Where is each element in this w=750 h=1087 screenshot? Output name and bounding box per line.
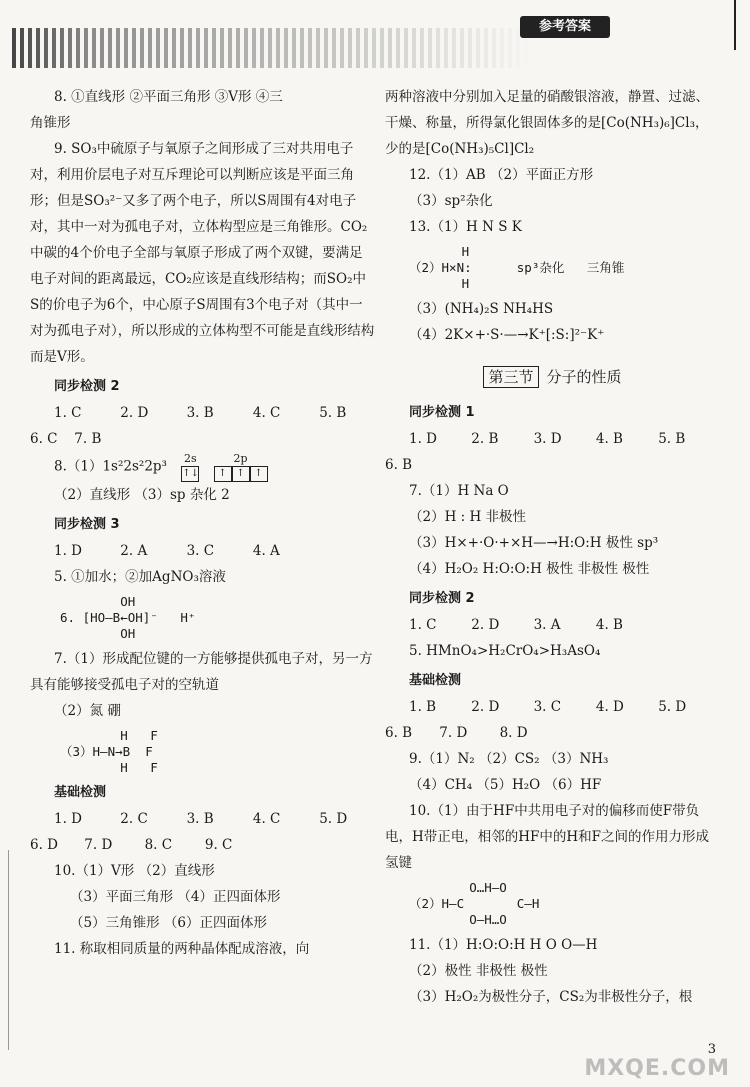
answer-q8-cont: 角锥形: [30, 115, 71, 131]
answer-row: 1. D 2. A 3. C 4. A: [54, 543, 280, 559]
section-tag: 参考答案: [520, 16, 610, 38]
header-rule: [734, 0, 736, 50]
answer-q7-1: 7.（1）H Na O: [409, 483, 509, 499]
structure-formula: H F （3）H—N→B F H F: [60, 728, 158, 775]
answer-q11-3: （3）H₂O₂为极性分子，CS₂为非极性分子，根: [409, 989, 693, 1005]
answer-q5: 5. ①加水；②加AgNO₃溶液: [54, 569, 226, 585]
answer-q8: 8. ①直线形 ②平面三角形 ③V形 ④三: [54, 89, 283, 105]
answer-q10: 10.（1）由于HF中共用电子对的偏移而使F带负电，H带正电，相邻的HF中的H和F之间的作用力形成氢键: [385, 803, 710, 871]
answer-q9-1: 9.（1）N₂ （2）CS₂ （3）NH₃: [409, 751, 609, 767]
margin-rule: [8, 850, 9, 1050]
answer-q11-1: 11.（1）H:O:O:H H O O—H: [409, 937, 598, 953]
heading-basic: 基础检测: [54, 785, 107, 800]
answer-orbital: 8.（1）1s²2s²2p³ 2s ↑↓ 2p ↑ ↑ ↑: [30, 452, 375, 482]
section-number: 第三节: [483, 366, 538, 388]
section-title: 分子的性质: [546, 368, 622, 386]
answer-q13-4: （4）2K×+·S·—→K⁺[:S:]²⁻K⁺: [409, 327, 605, 343]
orbital-box: ↑: [214, 466, 232, 482]
answer-q10-2: （3）平面三角形 （4）正四面体形: [70, 889, 281, 905]
structure-formula: H （2）H×N: sp³杂化 三角锥 H: [409, 244, 625, 291]
answer-row: 1. B 2. D 3. C 4. D 5. D: [409, 699, 687, 715]
answer-q13-1: 13.（1）H N S K: [409, 219, 522, 235]
orbital-box: ↑↓: [181, 466, 199, 482]
answer-row: 6. D 7. D 8. C 9. C: [30, 837, 233, 853]
answer-q8-2: （2）直线形 （3）sp 杂化 2: [54, 487, 230, 503]
answer-q11-cont: 两种溶液中分别加入足量的硝酸银溶液，静置、过滤、干燥、称量，所得氯化银固体多的是[Co(NH₃)₆]Cl₃，少的是[Co(NH₃)₅Cl]Cl₂: [385, 89, 709, 157]
answer-q7-3: （3）H×+·O·+×H—→H:O:H 极性 sp³: [409, 535, 659, 551]
answer-q11: 11. 称取相同质量的两种晶体配成溶液，向: [54, 941, 310, 957]
answer-q7-4: （4）H₂O₂ H:O:O:H 极性 非极性 极性: [409, 561, 650, 577]
structure-formula: OH 6. [HO—B←OH]⁻ H⁺ OH: [60, 594, 196, 641]
heading-sync-1: 同步检测 1: [409, 405, 475, 420]
answer-q5: 5. HMnO₄>H₂CrO₄>H₃AsO₄: [409, 643, 601, 659]
answer-row: 1. C 2. D 3. B 4. C 5. B: [54, 405, 347, 421]
heading-sync-2: 同步检测 2: [54, 379, 120, 394]
answer-q7-2: （2）H : H 非极性: [409, 509, 527, 525]
answer-q12-3: （3）sp²杂化: [409, 193, 493, 209]
orbital-box: ↑: [250, 466, 268, 482]
answer-row: 1. D 2. C 3. B 4. C 5. D: [54, 811, 348, 827]
answer-q13-3: （3）(NH₄)₂S NH₄HS: [409, 301, 554, 317]
orbital-box: ↑: [232, 466, 250, 482]
answer-q11-2: （2）极性 非极性 极性: [409, 963, 548, 979]
heading-sync-2: 同步检测 2: [409, 591, 475, 606]
answer-q10-1: 10.（1）V形 （2）直线形: [54, 863, 215, 879]
answer-q10-3: （5）三角锥形 （6）正四面体形: [70, 915, 267, 931]
section-heading: [385, 364, 720, 390]
structure-formula: O…H—O （2）H—C C—H O—H…O: [409, 880, 540, 927]
answer-q9-2: （4）CH₄ （5）H₂O （6）HF: [409, 777, 602, 793]
left-column: [30, 84, 375, 962]
answer-q7-2: （2）氮 硼: [54, 703, 121, 719]
answer-row: 1. C 2. D 3. A 4. B: [409, 617, 623, 633]
answer-row: 1. D 2. B 3. D 4. B 5. B: [409, 431, 686, 447]
heading-basic: 基础检测: [409, 673, 462, 688]
answer-row: 6. B: [385, 457, 413, 473]
watermark: MXQE.COM: [584, 1056, 730, 1081]
answer-q7-1: 7.（1）形成配位键的一方能够提供孤电子对，另一方具有能够接受孤电子对的空轨道: [30, 651, 373, 693]
heading-sync-3: 同步检测 3: [54, 517, 120, 532]
answer-q9: 9. SO₃中硫原子与氧原子之间形成了三对共用电子对，利用价层电子对互斥理论可以判断应该是平面三角形；但是SO₃²⁻又多了两个电子，所以S周围有4对电子对，其中一对为孤电子对，立体构型应是三角锥形。CO₂中碳的4个价电子全部与氧原子形成了两个双键，要满足电子对间的距离最远，CO₂应该是直线形结构；而SO₂中S的价电子为6个，中心原子S周围有3个电子对（其中一对为孤电子对），所以形成的立体构型不可能是直线形结构而是V形。: [30, 141, 375, 365]
answer-q12-1: 12.（1）AB （2）平面正方形: [409, 167, 594, 183]
answer-row: 6. B 7. D 8. D: [385, 725, 528, 741]
header-decoration: [12, 28, 532, 68]
right-column: [385, 84, 720, 1010]
page-number: 3: [707, 1042, 716, 1057]
answer-row: 6. C 7. B: [30, 431, 102, 447]
